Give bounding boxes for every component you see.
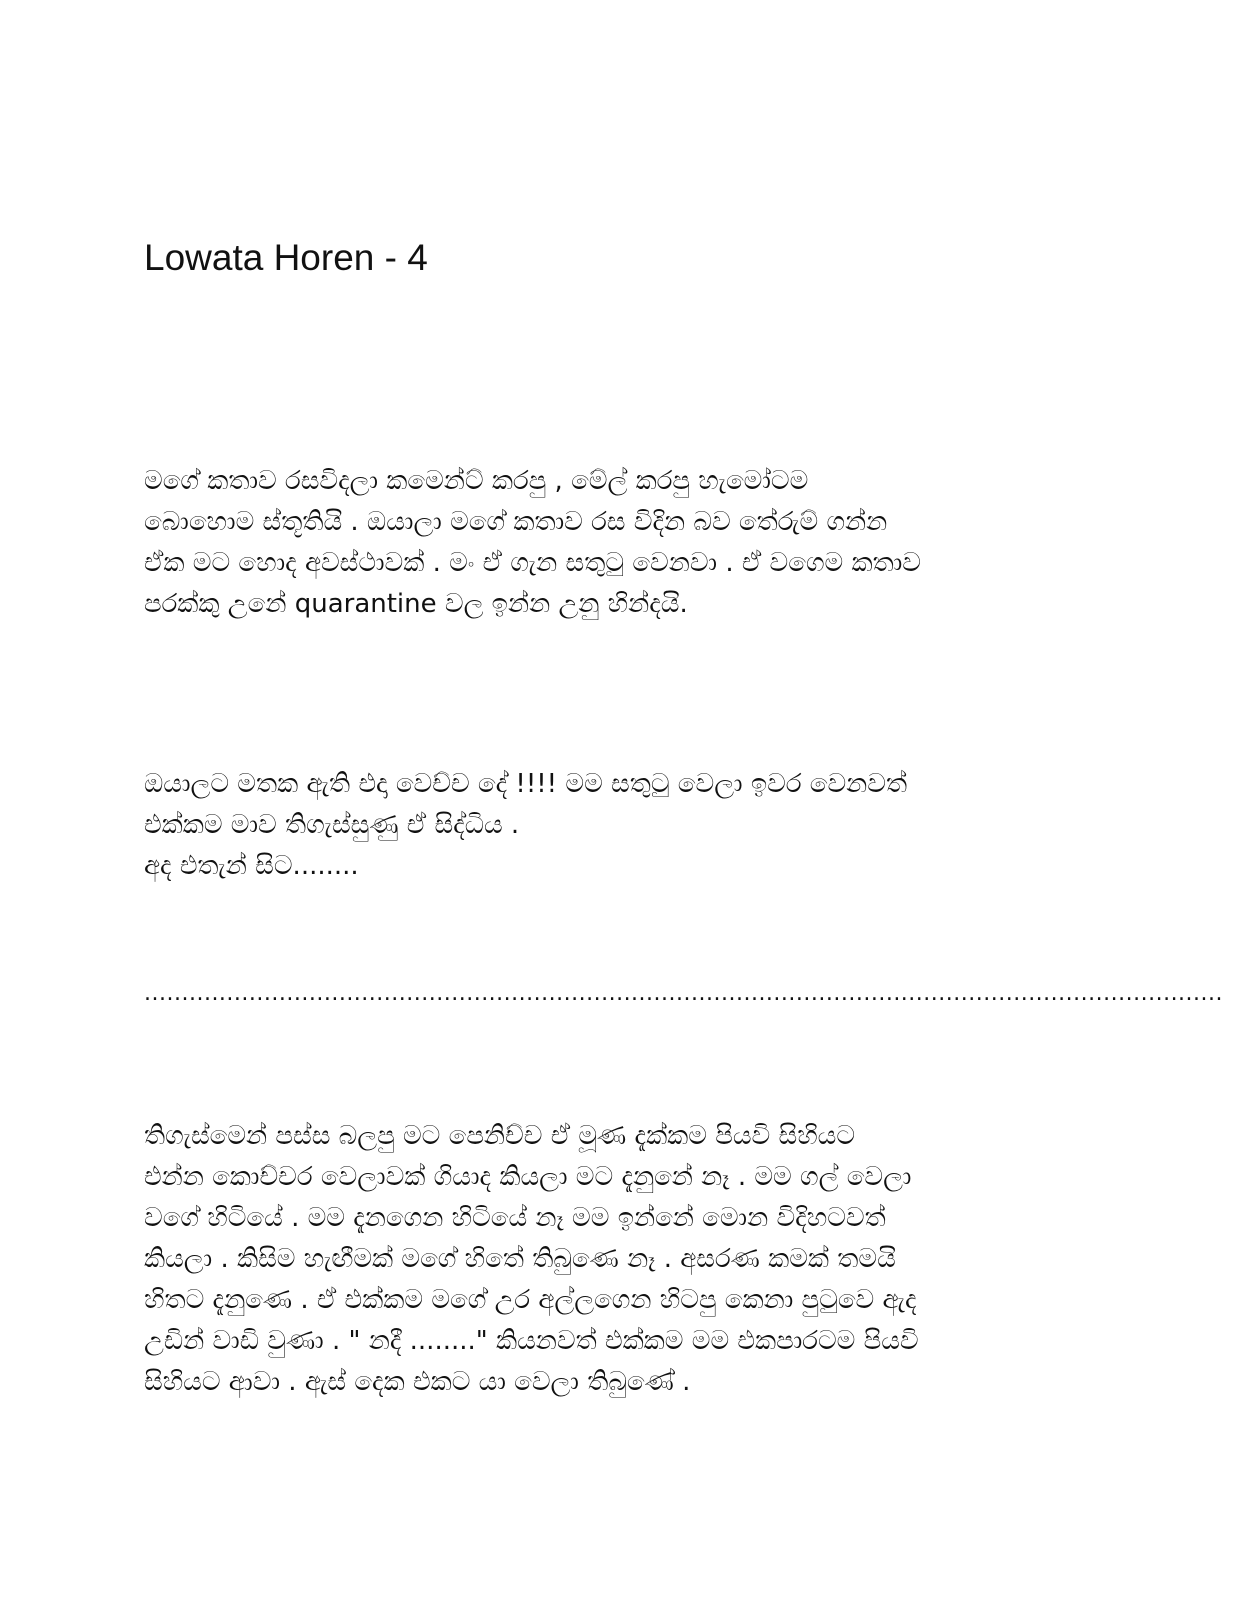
paragraph-line: කියලා . කිසිම හැඟීමක් මගේ හිතේ තිබුණෙ නෑ . අසරණ කමක් තමයි xyxy=(144,1244,896,1274)
paragraph-recap xyxy=(144,764,1074,887)
paragraph-line: වගේ හිටියේ . මම දැනගෙන හිටියේ නෑ මම ඉන්නේ මොන විදිහටවත් xyxy=(144,1203,886,1233)
paragraph-story xyxy=(144,1116,1074,1403)
paragraph-line: සිහියට ආවා . ඇස් දෙක එකට යා වෙලා තිබුණේ . xyxy=(144,1367,691,1397)
paragraph-line: ඔයාලට මතක ඇති එදා වෙච්ච දේ !!!! මම සතුටු වෙලා ඉවර වෙනවත් xyxy=(144,769,908,799)
paragraph-line: තිගැස්මෙන් පස්ස බලපු මට පෙනිච්ච ඒ මූණ දැක්කම පියවි සිහියට xyxy=(144,1121,856,1151)
paragraph-line: අද එතැන් සිට........ xyxy=(144,851,359,881)
paragraph-line: මගේ කතාව රසවිදලා කමෙන්ට් කරපු , මේල් කරපු හැමෝටම xyxy=(144,466,809,496)
paragraph-line: පරක්කු උනේ quarantine වල ඉන්න උනු හින්දයි. xyxy=(144,589,688,619)
paragraph-line: ඒක මට හොද අවස්ථාවක් . මං ඒ ගැන සතුටු වෙනවා . ඒ වගෙම කතාව xyxy=(144,548,921,578)
document-title: Lowata Horen - 4 xyxy=(144,237,428,278)
dotted-separator: ................................................................................................................................................ xyxy=(144,981,1224,1006)
paragraph-line: එන්න කොච්චර වෙලාවක් ගියාද කියලා මට දැනුනේ නෑ . මම ගල් වෙලා xyxy=(144,1162,912,1192)
paragraph-intro xyxy=(144,461,1074,625)
paragraph-line: බොහොම ස්තූතියි . ඔයාලා මගේ කතාව රස විදින බව තේරුම් ගන්න xyxy=(144,507,888,537)
paragraph-line: උඩින් වාඩි වුණා . " නදී ........" කියනවත් එක්කම මම එකපාරටම පියවි xyxy=(144,1326,919,1356)
paragraph-line: හිතට දැනුණෙ . ඒ එක්කම මගේ උර අල්ලගෙන හිටපු කෙනා පුටුවෙ ඇද xyxy=(144,1285,917,1315)
paragraph-line: එක්කම මාව තිගැස්සුණු ඒ සිද්ධිය . xyxy=(144,810,520,840)
